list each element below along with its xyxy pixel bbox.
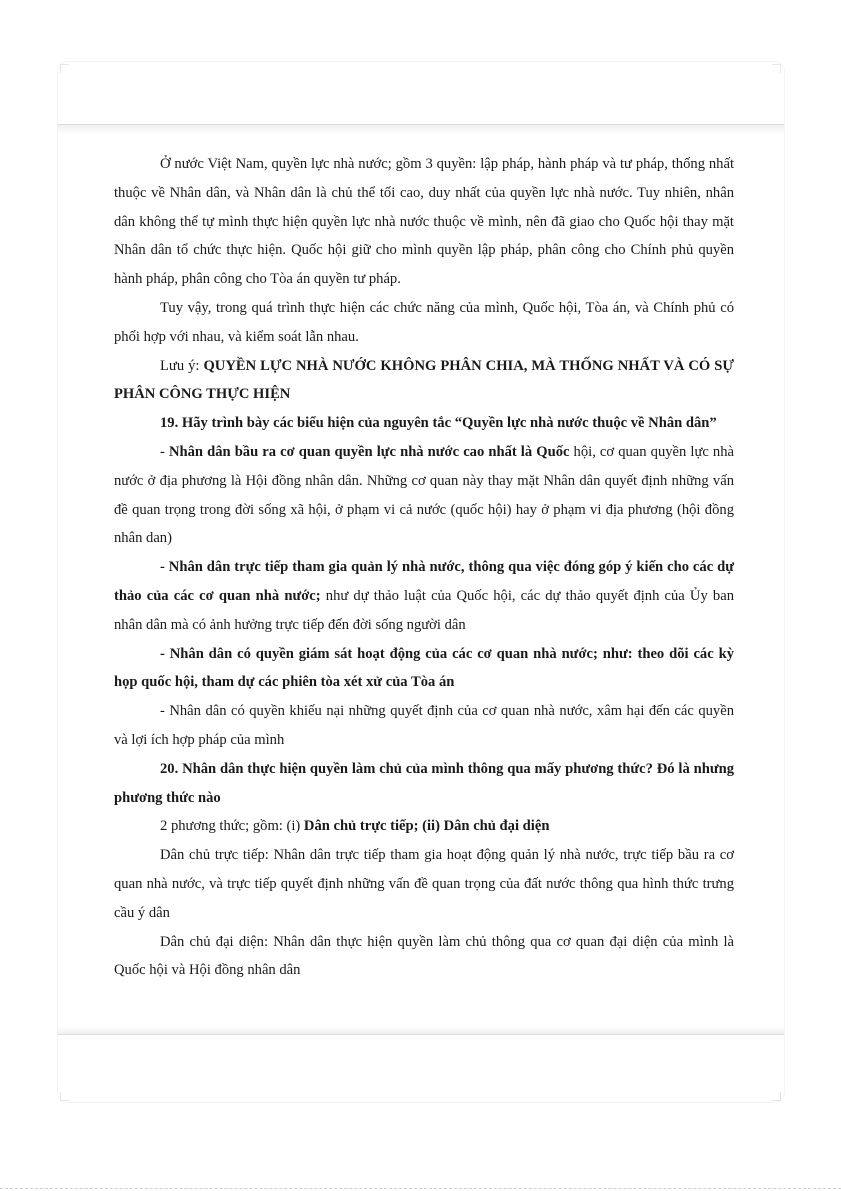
paragraph-state-power xyxy=(114,150,734,294)
bullet-bold-text: - Nhân dân có quyền giám sát hoạt động của các cơ quan nhà nước; như: theo dõi các kỳ họp quốc hội, tham dự các phiên tòa xét xử của Tòa án xyxy=(114,645,734,691)
bullet-complaint xyxy=(114,697,734,755)
bullet-dash: - xyxy=(160,443,169,460)
page-top-band xyxy=(58,124,784,135)
paragraph-note xyxy=(114,352,734,410)
corner-mark-bottom-right xyxy=(772,1092,781,1101)
methods-emphasis: Dân chủ trực tiếp; (ii) Dân chủ đại diện xyxy=(303,818,550,835)
paragraph-text: Dân chủ đại diện: Nhân dân thực hiện quyền làm chủ thông qua cơ quan đại diện của mình là Quốc hội và Hội đồng nhân dân xyxy=(114,933,734,979)
heading-text: 19. Hãy trình bày các biểu hiện của nguyên tắc “Quyền lực nhà nước thuộc về Nhân dân” xyxy=(160,415,717,432)
paragraph-two-methods xyxy=(114,812,734,841)
bullet-text: - Nhân dân có quyền khiếu nại những quyết định của cơ quan nhà nước, xâm hại đến các quyền và lợi ích hợp pháp của mình xyxy=(114,703,734,748)
paragraph-text: Tuy vậy, trong quá trình thực hiện các chức năng của mình, Quốc hội, Tòa án, và Chính phủ có phối hợp với nhau, và kiểm soát lẫn nhau. xyxy=(114,299,734,345)
bullet-text: hội, cơ quan quyền lực nhà nước ở địa phương là Hội đồng nhân dân. Những cơ quan này thay mặt Nhân dân quyết định những vấn đề quan trọng trong đời sống xã hội, ở phạm vi cả nước (quốc hội) hay ở phạm vi địa phương (hội đồng nhân dan) xyxy=(114,443,734,547)
note-label: Lưu ý: xyxy=(160,357,204,374)
note-emphasis: QUYỀN LỰC NHÀ NƯỚC KHÔNG PHÂN CHIA, MÀ THỐNG NHẤT VÀ CÓ SỰ PHÂN CÔNG THỰC HIỆN xyxy=(114,357,734,403)
paragraph-text: Dân chủ trực tiếp: Nhân dân trực tiếp tham gia hoạt động quản lý nhà nước, trực tiếp bầu ra cơ quan nhà nước, và trực tiếp quyết định những vấn đề quan trọng của đất nước thông qua hình thức trưng cầu ý dân xyxy=(114,847,734,921)
corner-mark-bottom-left xyxy=(60,1092,69,1101)
bullet-bold-text: Nhân dân bầu ra cơ quan quyền lực nhà nước cao nhất là Quốc xyxy=(168,443,570,460)
bottom-rule xyxy=(0,1188,841,1189)
page-bottom-band xyxy=(58,1026,784,1035)
paragraph-text: Ở nước Việt Nam, quyền lực nhà nước; gồm 3 quyền: lập pháp, hành pháp và tư pháp, thống nhất thuộc về Nhân dân, và Nhân dân là chủ thể tối cao, duy nhất của quyền lực nhà nước. Tuy nhiên, nhân dân không thể tự mình thực hiện quyền lực nhà nước thuộc về mình, nên đã giao cho Quốc hội thay mặt Nhân dân tổ chức thực hiện. Quốc hội giữ cho mình quyền lập pháp, phân công cho Chính phủ quyền hành pháp, phân công cho Tòa án quyền tư pháp. xyxy=(114,156,734,288)
paragraph-text: 2 phương thức; gồm: (i) xyxy=(160,818,304,835)
corner-mark-top-right xyxy=(772,64,781,73)
paragraph-coordination xyxy=(114,294,734,352)
question-19-heading xyxy=(114,409,734,438)
bullet-supervise xyxy=(114,640,734,698)
paragraph-representative-democracy xyxy=(114,928,734,986)
bullet-bold-text: - Nhân dân trực tiếp tham gia quản lý nhà nước, thông qua việc đóng góp ý kiến cho các dự thảo của các cơ quan nhà nước; xyxy=(114,559,734,604)
bullet-participate-management xyxy=(114,553,734,639)
document-body xyxy=(114,150,734,985)
paragraph-direct-democracy xyxy=(114,841,734,927)
question-20-heading xyxy=(114,755,734,813)
heading-text: 20. Nhân dân thực hiện quyền làm chủ của mình thông qua mấy phương thức? Đó là nhưng phương thức nào xyxy=(114,760,734,806)
bullet-text: như dự thảo luật của Quốc hội, các dự thảo quyết định của Ủy ban nhân dân mà có ảnh hưởng trực tiếp đến đời sống người dân xyxy=(114,587,734,633)
bullet-elect-organs xyxy=(114,438,734,553)
corner-mark-top-left xyxy=(60,64,69,73)
